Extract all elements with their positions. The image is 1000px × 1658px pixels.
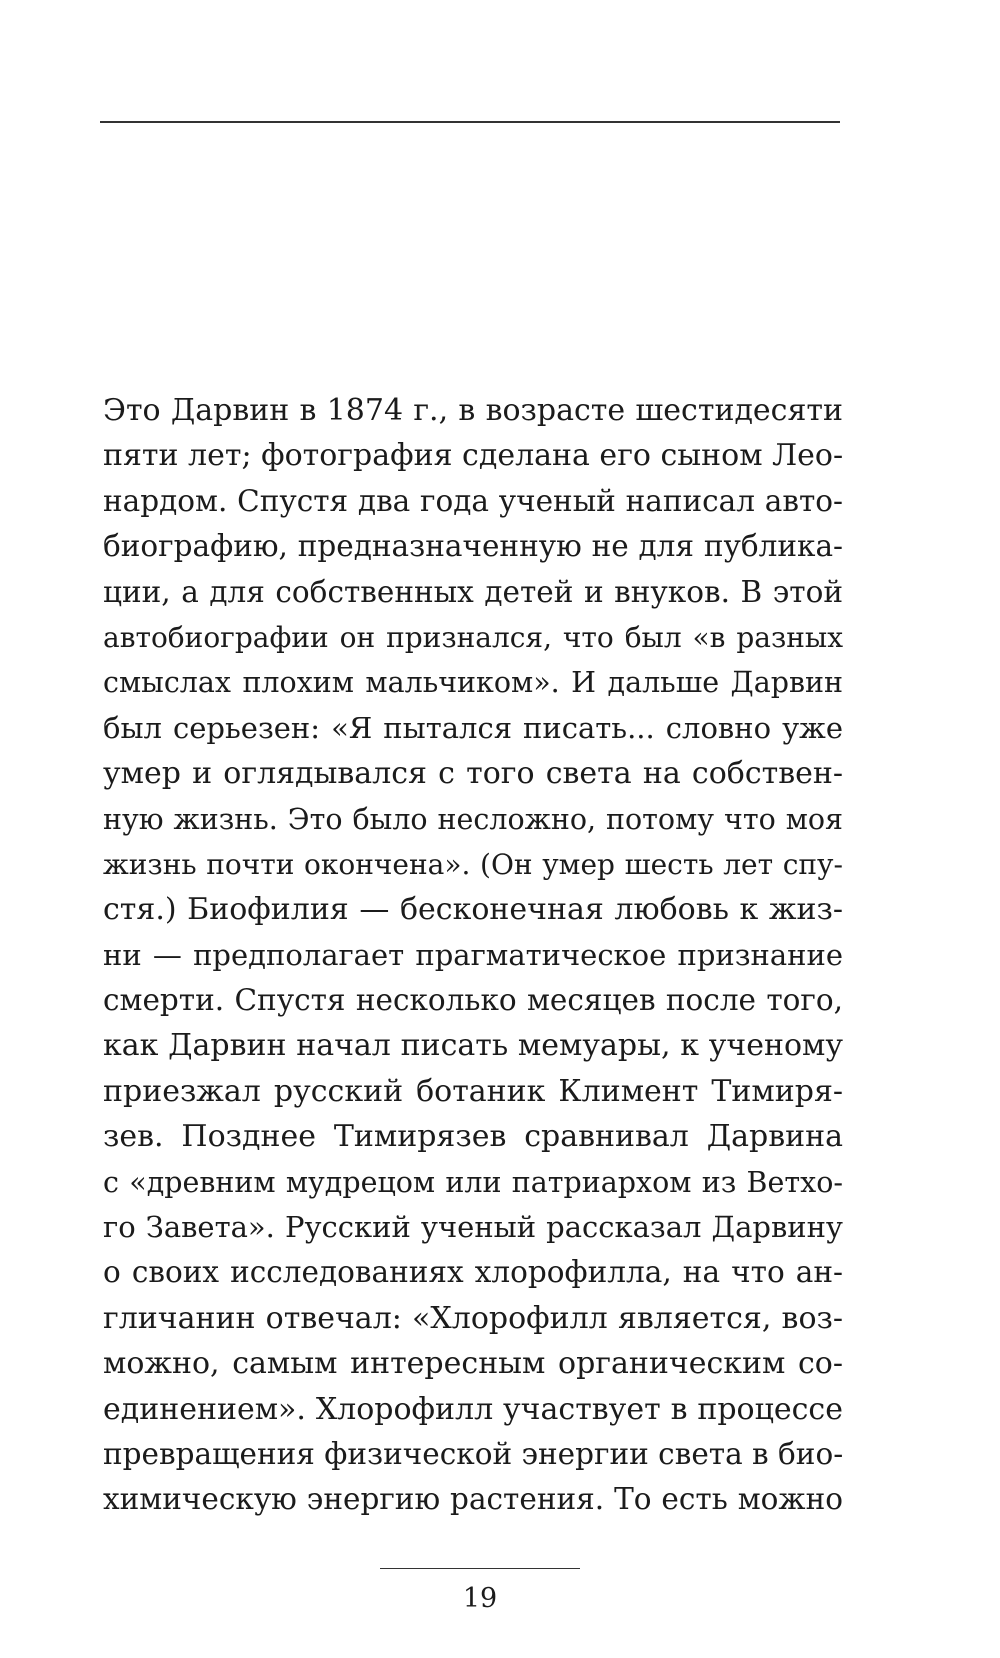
top-divider <box>100 121 840 123</box>
text-line: был серьезен: «Я пытался писать... словно уже <box>103 710 843 745</box>
text-line: автобиографии он признался, что был «в разных <box>103 620 843 654</box>
text-line: нардом. Спустя два года ученый написал авто- <box>103 483 843 518</box>
text-line: с «древним мудрецом или патриархом из Ветхо- <box>103 1165 843 1199</box>
text-line: о своих исследованиях хлорофилла, на что ан- <box>103 1255 843 1290</box>
text-line: го Завета». Русский ученый рассказал Дарвину <box>103 1210 843 1245</box>
text-line: приезжал русский ботаник Климент Тимиря- <box>103 1073 843 1109</box>
text-line: стя.) Биофилия — бесконечная любовь к жиз- <box>103 892 843 928</box>
text-line: единением». Хлорофилл участвует в процессе <box>103 1391 843 1427</box>
text-line: химическую энергию растения. То есть можно <box>103 1482 843 1517</box>
body-text <box>103 388 843 1523</box>
text-line: ную жизнь. Это было несложно, потому что моя <box>103 802 843 836</box>
text-line: гличанин отвечал: «Хлорофилл является, воз- <box>103 1300 843 1336</box>
text-line: можно, самым интересным органическим со- <box>103 1346 843 1382</box>
text-line: зев. Позднее Тимирязев сравнивал Дарвина <box>103 1119 843 1155</box>
text-line: жизнь почти окончена». (Он умер шесть лет спу- <box>103 847 843 881</box>
text-line: пяти лет; фотография сделана его сыном Лео- <box>103 438 844 474</box>
text-line: умер и оглядывался с того света на собствен- <box>103 756 843 792</box>
footer-divider <box>380 1568 580 1569</box>
text-line: Это Дарвин в 1874 г., в возрасте шестидесяти <box>103 393 843 428</box>
text-line: как Дарвин начал писать мемуары, к ученому <box>103 1028 843 1064</box>
text-line: смыслах плохим мальчиком». И дальше Дарвин <box>103 666 843 700</box>
text-line: биографию, предназначенную не для публика- <box>103 529 843 564</box>
text-line: ции, а для собственных детей и внуков. В этой <box>103 574 843 609</box>
text-line: смерти. Спустя несколько месяцев после того, <box>103 983 843 1018</box>
text-line: превращения физической энергии света в био- <box>103 1436 844 1471</box>
page-number: 19 <box>462 1583 498 1614</box>
text-line: ни — предполагает прагматическое признание <box>103 937 843 972</box>
